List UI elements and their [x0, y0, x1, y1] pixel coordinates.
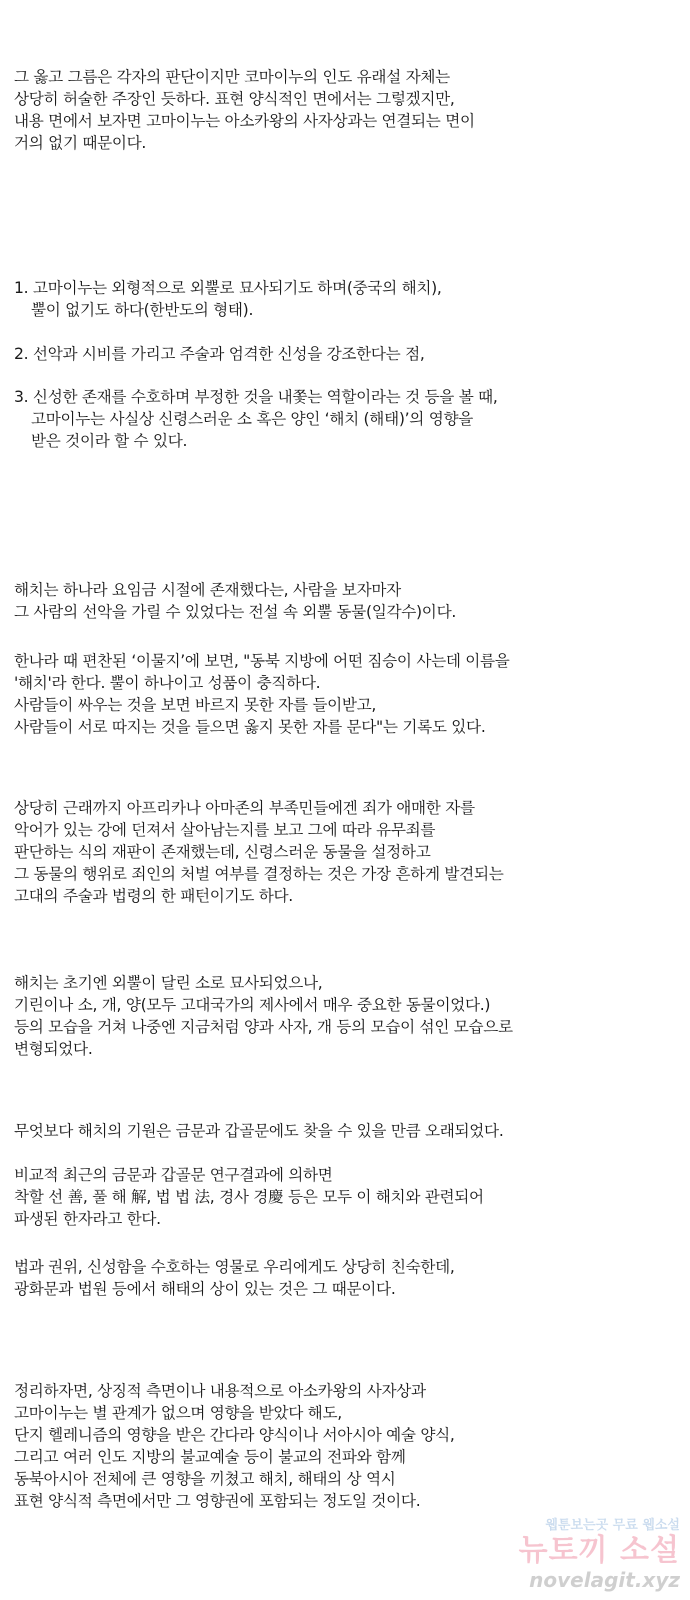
list-item-1	[14, 277, 674, 321]
text-line: 동북아시아 전체에 큰 영향을 끼쳤고 해치, 해태의 상 역시	[14, 1470, 396, 1488]
text-line: 기린이나 소, 개, 양(모두 고대국가의 제사에서 매우 중요한 동물이었다.)	[14, 996, 491, 1014]
site-watermark	[519, 1518, 680, 1592]
text-line: 받은 것이라 할 수 있다.	[31, 432, 188, 450]
watermark-tagline: 웹툰보는곳 무료 웹소설	[545, 1518, 680, 1533]
text-line: 내용 면에서 보자면 고마이누는 아소카왕의 사자상과는 연결되는 면이	[14, 112, 475, 130]
text-line: 고마이누는 사실상 신령스러운 소 혹은 양인 ‘해치 (해태)’의 영향을	[31, 410, 473, 428]
text-line: 사람들이 싸우는 것을 보면 바르지 못한 자를 들이받고,	[14, 696, 377, 714]
text-line: 뿔이 없기도 하다(한반도의 형태).	[31, 301, 254, 319]
text-line: 거의 없기 때문이다.	[14, 134, 147, 152]
text-line: 해치는 초기엔 외뿔이 달린 소로 묘사되었으나,	[14, 974, 323, 992]
paragraph-haechi-legend	[14, 579, 674, 623]
paragraph-characters	[14, 1164, 674, 1230]
text-line: 해치는 하나라 요임금 시절에 존재했다는, 사람을 보자마자	[14, 581, 401, 599]
text-line: 사람들이 서로 따지는 것을 들으면 옳지 못한 자를 문다"는 기록도 있다.	[14, 718, 486, 736]
text-line: 한나라 때 편찬된 ‘이물지’에 보면, "동북 지방에 어떤 짐승이 사는데 이름을	[14, 652, 510, 670]
paragraph-trial	[14, 797, 674, 907]
text-line: 정리하자면, 상징적 측면이나 내용적으로 아소카왕의 사자상과	[14, 1382, 426, 1400]
text-line: 3. 신성한 존재를 수호하며 부정한 것을 내쫓는 역할이라는 것 등을 볼 때,	[14, 388, 498, 406]
text-line: 상당히 허술한 주장인 듯하다. 표현 양식적인 면에서는 그렇겠지만,	[14, 90, 455, 108]
text-line: 고대의 주술과 법령의 한 패턴이기도 하다.	[14, 887, 293, 905]
text-line: 단지 헬레니즘의 영향을 받은 간다라 양식이나 서아시아 예술 양식,	[14, 1426, 455, 1444]
text-line: 상당히 근래까지 아프리카나 아마존의 부족민들에겐 죄가 애매한 자를	[14, 799, 475, 817]
paragraph-gwanghwamun	[14, 1256, 674, 1300]
text-line: 등의 모습을 거쳐 나중엔 지금처럼 양과 사자, 개 등의 모습이 섞인 모습으로	[14, 1018, 513, 1036]
text-line: 고마이누는 별 관계가 없으며 영향을 받았다 해도,	[14, 1404, 342, 1422]
watermark-url: novelagit.xyz	[529, 1568, 680, 1592]
text-line: 1. 고마이누는 외형적으로 외뿔로 묘사되기도 하며(중국의 해치),	[14, 279, 442, 297]
text-line: 착할 선 善, 풀 해 解, 법 법 法, 경사 경慶 등은 모두 이 해치와 관련되어	[14, 1188, 484, 1206]
watermark-logo: 뉴토끼 소설	[518, 1533, 680, 1568]
list-item-3	[14, 386, 674, 452]
text-line: 그 동물의 행위로 죄인의 처벌 여부를 결정하는 것은 가장 흔하게 발견되는	[14, 865, 504, 883]
paragraph-intro	[14, 66, 674, 154]
text-line: '해치'라 한다. 뿔이 하나이고 성품이 충직하다.	[14, 674, 321, 692]
text-line: 변형되었다.	[14, 1040, 93, 1058]
text-line: 그 옳고 그름은 각자의 판단이지만 코마이누의 인도 유래설 자체는	[14, 68, 450, 86]
paragraph-imulji	[14, 650, 674, 738]
text-line: 비교적 최근의 금문과 갑골문 연구결과에 의하면	[14, 1166, 333, 1184]
paragraph-depiction	[14, 972, 674, 1060]
paragraph-summary	[14, 1380, 674, 1512]
text-line: 그리고 여러 인도 지방의 불교예술 등이 불교의 전파와 함께	[14, 1448, 406, 1466]
text-line: 그 사람의 선악을 가릴 수 있었다는 전설 속 외뿔 동물(일각수)이다.	[14, 603, 456, 621]
text-line: 법과 권위, 신성함을 수호하는 영물로 우리에게도 상당히 친숙한데,	[14, 1258, 455, 1276]
text-line: 광화문과 법원 등에서 해태의 상이 있는 것은 그 때문이다.	[14, 1280, 396, 1298]
text-line: 파생된 한자라고 한다.	[14, 1210, 161, 1228]
text-line: 무엇보다 해치의 기원은 금문과 갑골문에도 찾을 수 있을 만큼 오래되었다.	[14, 1122, 504, 1140]
text-line: 2. 선악과 시비를 가리고 주술과 엄격한 신성을 강조한다는 점,	[14, 345, 425, 363]
text-line: 판단하는 식의 재판이 존재했는데, 신령스러운 동물을 설정하고	[14, 843, 431, 861]
text-line: 표현 양식적 측면에서만 그 영향권에 포함되는 정도일 것이다.	[14, 1492, 421, 1510]
paragraph-origin	[14, 1120, 674, 1142]
list-item-2	[14, 343, 674, 365]
text-line: 악어가 있는 강에 던져서 살아남는지를 보고 그에 따라 유무죄를	[14, 821, 436, 839]
